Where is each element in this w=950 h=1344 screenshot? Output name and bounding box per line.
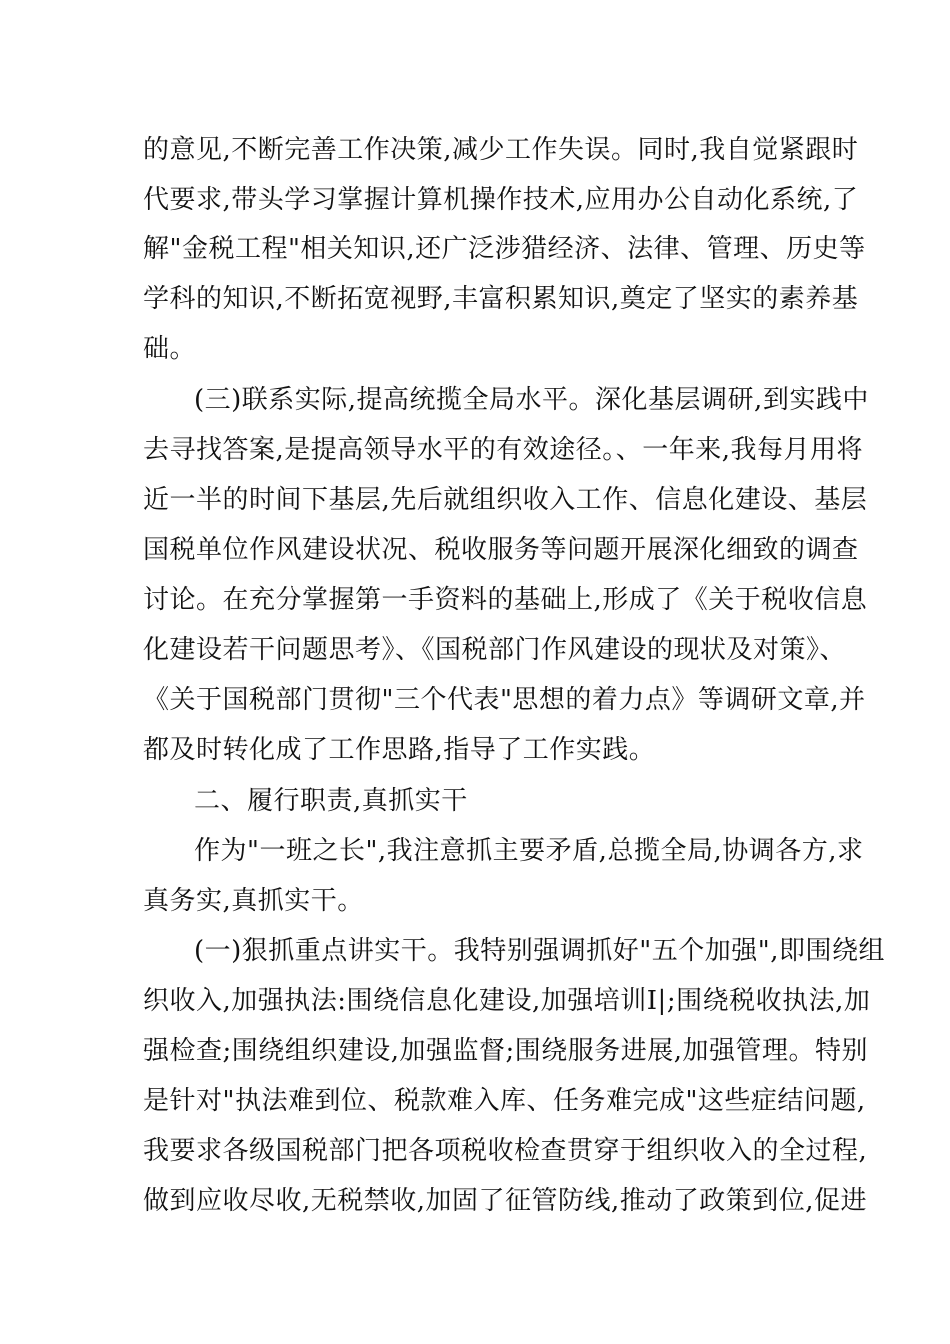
text-line: (一)狠抓重点讲实干。我特别强调抓好"五个加强",即围绕组 <box>194 936 885 966</box>
text-line: 国税单位作风建设状况、税收服务等问题开展深化细致的调查 <box>143 535 859 565</box>
text-line: 学科的知识,不断拓宽视野,丰富积累知识,奠定了坚实的素养基 <box>143 284 859 314</box>
text-line: 是针对"执法难到位、税款难入库、任务难完成"这些症结问题, <box>143 1086 866 1116</box>
text-line: 础。 <box>143 334 197 364</box>
text-line: 都及时转化成了工作思路,指导了工作实践。 <box>143 735 656 765</box>
text-line: 强检查;围绕组织建设,加强监督;围绕服务进展,加强管理。特别 <box>143 1036 869 1066</box>
text-line: 《关于国税部门贯彻"三个代表"思想的着力点》等调研文章,并 <box>143 685 866 715</box>
text-line: 的意见,不断完善工作决策,减少工作失误。同时,我自觉紧跟时 <box>143 135 859 165</box>
text-line: 真务实,真抓实干。 <box>143 886 364 916</box>
text-line: 化建设若干问题思考》、《国税部门作风建设的现状及对策》、 <box>143 635 847 665</box>
section-heading: 二、履行职责,真抓实干 <box>194 786 468 816</box>
text-line: (三)联系实际,提高统揽全局水平。深化基层调研,到实践中 <box>194 385 869 415</box>
text-line: 代要求,带头学习掌握计算机操作技术,应用办公自动化系统,了 <box>143 185 859 215</box>
text-line: 去寻找答案,是提高领导水平的有效途径。、一年来,我每月用将 <box>143 435 864 465</box>
text-line: 我要求各级国税部门把各项税收检查贯穿于组织收入的全过程, <box>143 1136 868 1166</box>
text-line: 近一半的时间下基层,先后就组织收入工作、信息化建设、基层 <box>143 485 868 515</box>
text-line: 做到应收尽收,无税禁收,加固了征管防线,推动了政策到位,促进 <box>143 1186 868 1216</box>
text-line: 讨论。在充分掌握第一手资料的基础上,形成了《关于税收信息 <box>143 585 868 615</box>
text-line: 作为"一班之长",我注意抓主要矛盾,总揽全局,协调各方,求 <box>194 836 864 866</box>
text-line: 织收入,加强执法:围绕信息化建设,加强培训I|;围绕税收执法,加 <box>143 986 871 1016</box>
text-line: 解"金税工程"相关知识,还广泛涉猎经济、法律、管理、历史等 <box>143 234 866 264</box>
